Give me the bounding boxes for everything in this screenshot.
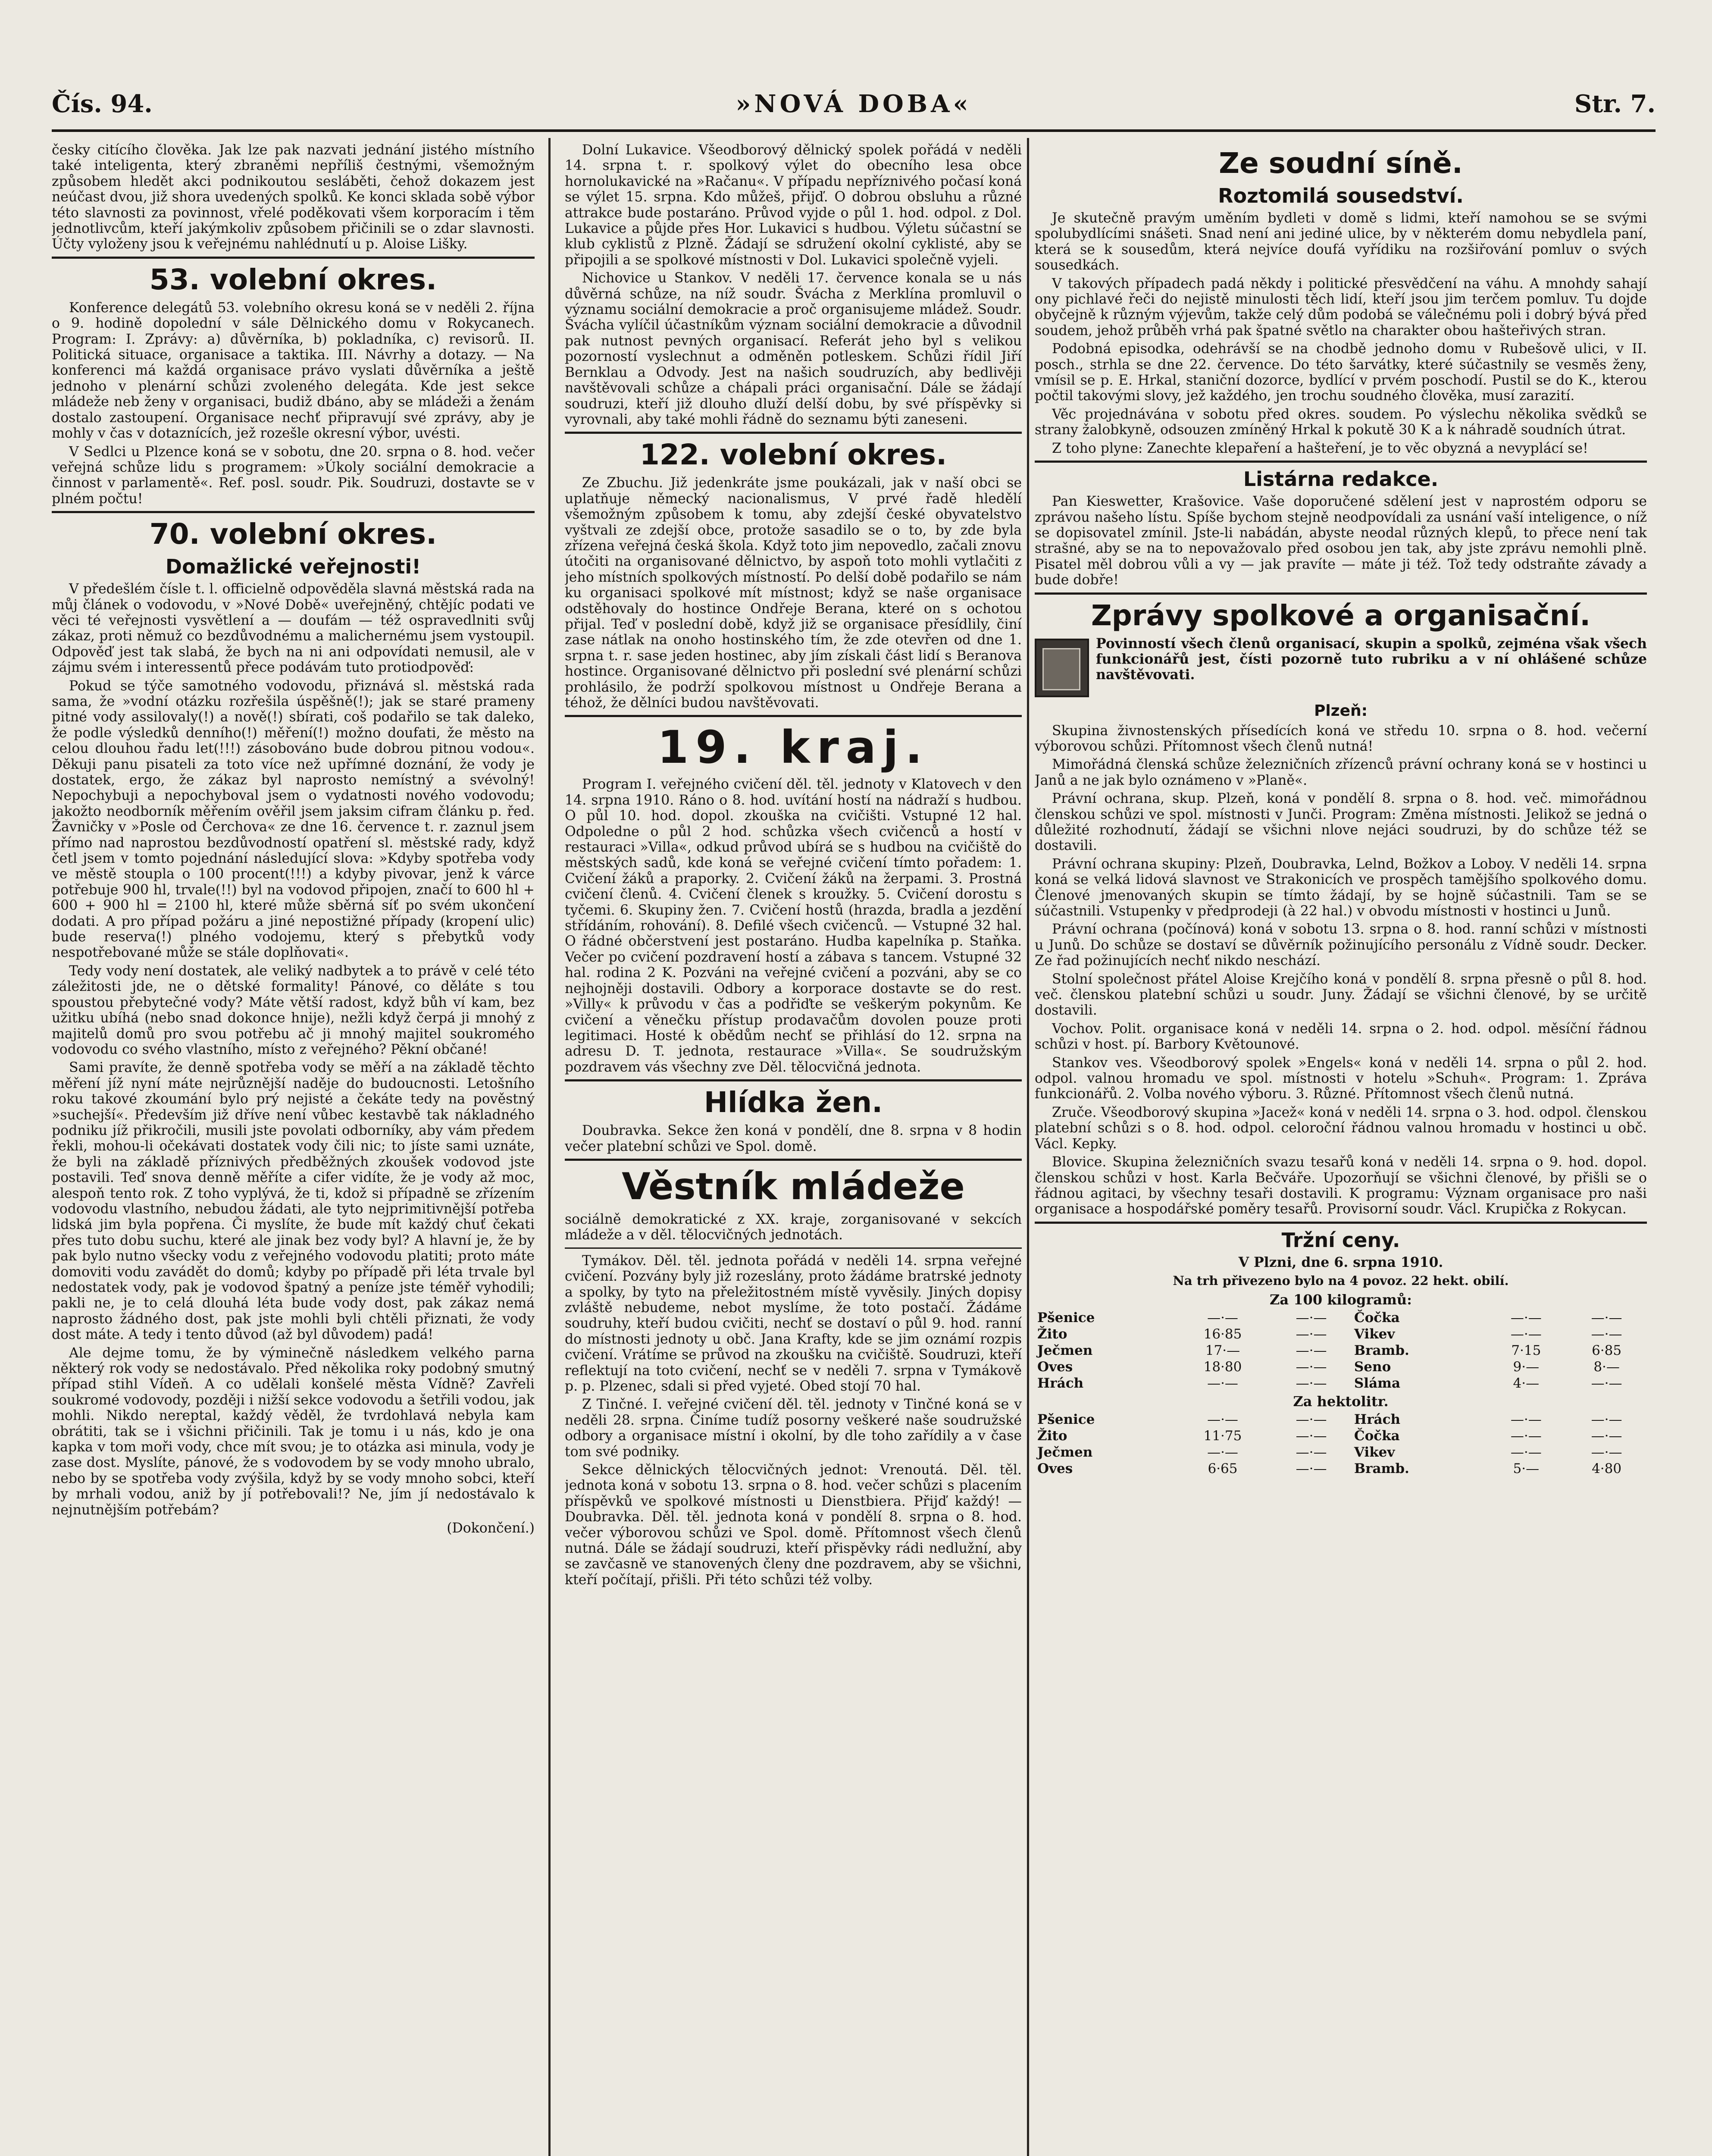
column-1 bbox=[52, 142, 535, 2156]
section-rule bbox=[52, 257, 535, 259]
notice-paragraph: Právní ochrana (počínová) koná v sobotu 13. srpna o 8. hod. ranní schůzi v místnosti u Junů. Do schůze se dostaví se důvěrník požinujícího personálu z Vídně soudr. Decker. Ze řad požinujících nechť nikdo neschází. bbox=[1035, 921, 1647, 969]
price-value: —·— bbox=[1591, 1326, 1622, 1342]
article-paragraph: Ale dejme tomu, že by výminečně následkem velkého parna některý rok vody se nedostávalo. Před několika roky podobný smutný případ stihl Vídeň. A co udělali konšelé města Vídně? Zavřeli soukromé vodovody, později i nižší sekce vodovodu a šetřili vodou, jak mohli. Nikdo nereptal, každý věděl, že tvrdohlavá nebyla kam obrátiti, tak se i všichni přičinili. Tak je tomu i u nás, kdo je ona kapka v tom moři vody, chce mít svou; je to otázka asi minula, vody je zase dost. Myslíte, pánové, že s vodovodem by se vody mnoho ubralo, nebo by se spotřeba vody zvýšila, když by se vody mnoho sobci, kteří by mrhali vodou, aniž by jí potřebovali!? Ne, jím jí nedostávalo k nejnutnějším potřebám? bbox=[52, 1345, 535, 1518]
price-value: 6·85 bbox=[1592, 1342, 1622, 1358]
commodity-name: Žito bbox=[1037, 1326, 1067, 1342]
commodity-name: Oves bbox=[1037, 1460, 1073, 1476]
commodity-name: Bramb. bbox=[1354, 1342, 1409, 1358]
price-value: —·— bbox=[1591, 1428, 1622, 1444]
price-value: 9·— bbox=[1513, 1359, 1540, 1375]
price-row bbox=[1035, 1359, 1647, 1375]
price-table-caption: Za 100 kilogramů: bbox=[1270, 1291, 1412, 1308]
price-value: —·— bbox=[1591, 1310, 1622, 1326]
price-value: —·— bbox=[1591, 1375, 1622, 1391]
section-rule bbox=[1035, 1222, 1647, 1224]
commodity-name: Hrách bbox=[1354, 1411, 1401, 1427]
article-paragraph: Z Tinčné. I. veřejné cvičení děl. těl. jednoty v Tinčné koná se v neděli 28. srpna. Činíme tudíž posorny veškeré naše soudružské odbory a organisace místní i okolní, by dle toho zařídily a v čase tom své podniky. bbox=[565, 1397, 1022, 1460]
price-table-100kg bbox=[1035, 1310, 1647, 1391]
commodity-name: Hrách bbox=[1037, 1375, 1084, 1391]
article-paragraph: Program I. veřejného cvičení děl. těl. jednoty v Klatovech v den 14. srpna 1910. Ráno o 8. hod. uvítání hostí na nádraží s hudbou. O půl 10. hod. dopol. zkouška na cvičišti. Vstupné 12 hal. Odpoledne o půl 2 hod. schůzka všech cvičenců a hostí v restauraci »Villa«, odkud průvod ubírá se s hudbou na cvičiště do městských sadů, kde koná se veřejné cvičení tímto pořadem: 1. Cvičení žáků a praporky. 2. Cvičení žáků na žerpami. 3. Prostná cvičení členů. 4. Cvičení členek s kroužky. 5. Cvičení dorostu s tyčemi. 6. Skupiny žen. 7. Cvičení hostů (hrazda, bradla a jezdění střídáním, rohování). 8. Defilé všech cvičenců. — Vstupné 32 hal. O řádné občerstvení jest postaráno. Hudba kapelníka p. Staňka. Večer po cvičení pozdravení hostí a zábava s tancem. Vstupné 32 hal. rodina 2 K. Pozváni na veřejné cvičení a pozváni, aby se co nejhojněji dostavili. Odbory a korporace dostavte se do rest. »Villy« k průvodu v čas a podřiďte se veškerým pokynům. Ke cvičení a věnečku přístup prodavačům dovolen pouze proti legitimaci. Hosté k obědům nechť se přihlásí do 12. srpna na adresu D. T. jednota, restaurace »Villa«. Se soudružským pozdravem vás všechny zve Děl. tělocvičná jednota. bbox=[565, 777, 1022, 1075]
commodity-name: Seno bbox=[1354, 1359, 1391, 1375]
notice-paragraph: Vochov. Polit. organisace koná v neděli 14. srpna o 2. hod. odpol. měsíční řádnou schůzi v host. pí. Barbory Květounové. bbox=[1035, 1021, 1647, 1053]
article-paragraph: česky citícího člověka. Jak lze pak nazvati jednání jistého místního také inteligenta, který zbraněmi nepříliš čestnými, všemožným způsobem hledět akci podnikoutou sesláběti, čehož dokazem jest neúčast dvou, již shora uvedených spolků. Ke konci sklada sobě výbor této slavnosti za povinnost, vřelé poděkovati všem korporacím i těm jednotlivcům, kteří jakýmkoliv způsobem přičinili se o zdar slavnosti. Účty vyloženy jsou k veřejnému nahlédnutí u p. Aloise Lišky. bbox=[52, 142, 535, 252]
price-row bbox=[1035, 1411, 1647, 1428]
price-row bbox=[1035, 1428, 1647, 1444]
price-value: —·— bbox=[1296, 1326, 1327, 1342]
header-rule bbox=[52, 129, 1656, 132]
column-3 bbox=[1035, 142, 1647, 2156]
commodity-name: Ječmen bbox=[1037, 1342, 1093, 1358]
section-rule bbox=[565, 1159, 1022, 1161]
notice-paragraph: Zruče. Všeodborový skupina »Jacež« koná v neděli 14. srpna o 3. hod. odpol. členskou platební schůzi s o 8. hod. odpol. celoroční řádnou valnou hromadu v hostinci u obč. Václ. Kepky. bbox=[1035, 1104, 1647, 1152]
commodity-name: Vikev bbox=[1354, 1326, 1395, 1342]
notice-paragraph: Právní ochrana, skup. Plzeň, koná v pondělí 8. srpna o 8. hod. več. mimořádnou členskou schůzi ve spol. místnosti v Junči. Program: Změna místnosti. Jelikož se jedná o důležité rozhodnutí, žádají se všichni nlove nejáci soudruzi, by do schůze též se dostavili. bbox=[1035, 791, 1647, 854]
article-paragraph: Tymákov. Děl. těl. jednota pořádá v neděli 14. srpna veřejné cvičení. Pozvány byly již rozeslány, proto žádáme bratrské jednoty a spolky, by tyto na přeležitostném místě vyvěsily. Jiných dopisy zvláště nebudeme, nebot myslíme, že toto postačí. Žádáme soudruhy, kteří budou cvičiti, nechť se dostaví o půl 9. hod. ranní do místnosti jednoty u obč. Jana Krafty, kde se jim oznámí rozpis cvičení. Vrátíme se průvod na zkoušku na cvičiště. Soudruzi, kteří reflektují na toto cvičení, nechť se v neděli 7. srpna v Tymákově p. p. Plzenec, sdali si před vyjeté. Obed stojí 70 hal. bbox=[565, 1253, 1022, 1394]
price-value: —·— bbox=[1207, 1411, 1238, 1427]
section-heading-youth: Věstník mládeže bbox=[622, 1165, 965, 1208]
price-value: —·— bbox=[1591, 1411, 1622, 1427]
notice-paragraph: Skupina živnostenských přísedících koná ve středu 10. srpna o 8. hod. večerní výborovou schůzi. Přítomnost všech členů nutná! bbox=[1035, 723, 1647, 754]
market-date: V Plzni, dne 6. srpna 1910. bbox=[1238, 1254, 1443, 1270]
price-value: —·— bbox=[1510, 1444, 1542, 1460]
price-value: —·— bbox=[1296, 1411, 1327, 1427]
price-row bbox=[1035, 1460, 1647, 1477]
article-paragraph: Nichovice u Stankov. V neděli 17. července konala se u nás důvěrná schůze, na níž soudr. Švácha z Merklína promluvil o významu sociální demokracie a proč organisujeme mládež. Soudr. Švácha vylíčil účastníkům význam sociální demokracie a důvodnil pak nutnost pevných organisací. Referát jeho byl s velikou pozorností vyslechnut a odměněn potleskem. Schůzi řídil Jiří Bernklau a Odvody. Jest na našich soudruzích, aby bedlivěji navštěvovali schůze a chápali práci organisační. Dále se žádají soudruzi, kteří již dlouho dluží delší dobu, by své příspěvky si vyrovnali, aby také mohli řádně do seznamu býti zaneseni. bbox=[565, 270, 1022, 427]
commodity-name: Bramb. bbox=[1354, 1460, 1409, 1476]
section-heading-association-news: Zprávy spolkové a organisační. bbox=[1091, 599, 1591, 632]
article-paragraph: V takových případech padá někdy i politické přesvědčení na váhu. A mnohdy sahají ony pichlavé řeči do nejistě minulosti těch lidí, kteří jsou jim terčem pomluv. Tu dojde obyčejně k různým výjevům, takže celý dům podobá se válečnému poli i dobrý bývá před soudem, jehož průběh vrhá pak špatné světlo na charakter obou hašteřivých stran. bbox=[1035, 276, 1647, 338]
article-paragraph: Podobná episodka, odehrávší se na chodbě jednoho domu v Rubešově ulici, v II. posch., strhla se dne 22. července. Do této šarvátky, které súčastnily se vesměs ženy, vmísil se p. E. Hrkal, staniční dozorce, bydlící v prvém poschodí. Pustil se do K., kterou počtil takovými slovy, jež každého, jen trochu soudného člověka, musí zarazití. bbox=[1035, 341, 1647, 404]
commodity-name: Ječmen bbox=[1037, 1444, 1093, 1460]
notice-paragraph: Mimořádná členská schůze železničních zřízenců právní ochrany koná se v hostinci u Janů a ne jak bylo oznámeno v »Planě«. bbox=[1035, 757, 1647, 788]
price-row bbox=[1035, 1310, 1647, 1326]
section-rule bbox=[565, 715, 1022, 717]
price-value: 4·80 bbox=[1592, 1460, 1622, 1476]
article-paragraph: Tedy vody není dostatek, ale veliký nadbytek a to právě v celé této záležitosti jde, ne o dětské formality! Pánové, co děláte s tou spoustou přebytečné vody? Máte větší radost, když bůh ví kam, bez užitku ubíhá (nebo snad dokonce hnije), nežli když čerpá ji mnohý z majitelů domů pro svou potřebu ač ji mnohý majitel soukromého vodovodu co svého vlastního, místo z veřejného? Pěkní občané! bbox=[52, 963, 535, 1057]
notice-paragraph: Stolní společnost přátel Aloise Krejčího koná v pondělí 8. srpna přesně o půl 8. hod. več. členskou platební schůzi u soudr. Juny. Žádají se všichni členové, by se určitě dostavili. bbox=[1035, 971, 1647, 1018]
article-paragraph: Doubravka. Sekce žen koná v pondělí, dne 8. srpna v 8 hodin večer platební schůzi ve Spol. domě. bbox=[565, 1123, 1022, 1154]
issue-number: Čís. 94. bbox=[52, 90, 153, 118]
article-paragraph: Z toho plyne: Zanechte klepaření a hašteření, je to věc obyzná a nevyplácí se! bbox=[1052, 440, 1588, 456]
price-value: 4·— bbox=[1513, 1375, 1540, 1391]
price-value: —·— bbox=[1207, 1444, 1238, 1460]
article-paragraph: V předešlém čísle t. l. officielně odpověděla slavná městská rada na můj článek o vodovodu, v »Nové Době« uveřejněný, chtějíc podati ve věci té veřejnosti vysvětlení a — doufám — též ospravedlniti svůj zákaz, proti němuž co bezdůvodnému a malichernému jsem vystoupil. Odpověď jest tak slabá, že bych na ni ani odpovídati nemusil, ale v zájmu svém i interessentů přece podávám tuto protiodpověď: bbox=[52, 581, 535, 676]
market-note: Na trh přivezeno bylo na 4 povoz. 22 hekt. obilí. bbox=[1173, 1273, 1509, 1288]
article-paragraph: Dolní Lukavice. Všeodborový dělnický spolek pořádá v neděli 14. srpna t. r. spolkový výlet do obecního lesa obce hornolukavické na »Račanu«. V případu nepříznivého počasí koná se výlet 15. srpna. Kdo můžeš, přijď. O dobrou obsluhu a různé attrakce bude postaráno. Průvod vyjde o půl 1. hod. odpol. z Dol. Lukavice a půjde přes Hor. Lukavici s hudbou. Výletu súčastní se klub cyklistů z Plzně. Žádají se sdružení okolní cyklisté, aby se připojili a se spolkové místnosti v Dol. Lukavici společně vyjeli. bbox=[565, 142, 1022, 268]
price-row bbox=[1035, 1375, 1647, 1391]
price-value: —·— bbox=[1296, 1359, 1327, 1375]
continuation-note: (Dokončení.) bbox=[447, 1520, 535, 1536]
price-value: —·— bbox=[1591, 1444, 1622, 1460]
price-value: —·— bbox=[1296, 1342, 1327, 1358]
commodity-name: Oves bbox=[1037, 1359, 1073, 1375]
price-value: —·— bbox=[1296, 1375, 1327, 1391]
notice-paragraph: Blovice. Skupina železničních svazu tesařů koná v neděli 14. srpna o 9. hod. dopol. členskou schůzi v host. Karla Bečváře. Upozorňují se všichni členové, by přišli se o řádnou agitaci, by všechny tesaři dostavili. K programu: Význam organisace pro naši organisace a hospodářské poměry tesařů. Provisorní soudr. Václ. Krupička z Rokycan. bbox=[1035, 1154, 1647, 1217]
price-row bbox=[1035, 1444, 1647, 1460]
section-heading-53: 53. volební okres. bbox=[149, 263, 437, 296]
price-value: 17·— bbox=[1205, 1342, 1240, 1358]
section-rule bbox=[1035, 592, 1647, 595]
section-rule bbox=[565, 432, 1022, 434]
price-value: 6·65 bbox=[1208, 1460, 1238, 1476]
section-heading-70: 70. volební okres. bbox=[149, 517, 437, 551]
article-paragraph: Věc projednávána v sobotu před okres. soudem. Po výslechu několika svědků se strany žalobkyně, odsouzen zmíněný Hrkal k pokutě 30 K a k náhradě soudních útrat. bbox=[1035, 406, 1647, 438]
price-value: 5·— bbox=[1513, 1460, 1540, 1476]
section-rule bbox=[52, 511, 535, 513]
section-heading-editorial: Listárna redakce. bbox=[1243, 467, 1439, 491]
price-value: 11·75 bbox=[1203, 1428, 1242, 1444]
price-value: 8·— bbox=[1593, 1359, 1620, 1375]
price-value: —·— bbox=[1510, 1310, 1542, 1326]
commodity-name: Čočka bbox=[1354, 1428, 1400, 1444]
article-paragraph: sociálně demokratické z XX. kraje, zorganisované v sekcích mládeže a v děl. tělocvičných jednotách. bbox=[565, 1211, 1022, 1243]
section-heading-122: 122. volební okres. bbox=[639, 438, 947, 472]
notice-paragraph: Stankov ves. Všeodborový spolek »Engels« koná v neděli 14. srpna o půl 2. hod. odpol. valnou hromadu ve spol. místnosti v hotelu »Schuh«. Program: 1. Zpráva funkcionářů. 2. Volba nového výboru. 3. Různé. Přítomnost všech členů nutná. bbox=[1035, 1055, 1647, 1102]
article-subheading: Roztomilá sousedství. bbox=[1218, 184, 1464, 207]
article-paragraph: Sami pravíte, že denně spotřeba vody se měří a na základě těchto měření jíž nyní máte nejrůznější naděje do budoucnosti. Letošního roku takové zkoumání bylo prý nejisté a čekáte tedy na pověstný »suchejší«. Především již dříve není vůbec kestavbě tak nákladného podniku jíž přikročili, musili jste povolati odborníky, aby vám předem řekli, mohou-li očekávati dostatek vody čili nic; to jíste sami uznáte, že byli na základě příznivých předběžných zkoušek vodovod jste postavili. Teď snova denně měříte a cifer vidíte, že je vody až moc, alespoň tento rok. Z toho vyplývá, že ti, kdož si případně se zřízením vodovodu vlastního, nebudou žádati, ale tyto nejprimitivnější potřeba lidská jim byla popřena. Či myslíte, že bude mít každý chuť čekati přes tuto dobu suchu, které ale jinak bez vody byl? A hlavní je, že by pak bylo nutno všecky vodu z veřejného vodovodu platiti; proto máte domoviti vodu zavádět do domů; kdyby po případě při léta trvale byl nedostatek vody, pak je vodovod špatný a peníze jste téměř vyhodili; pakli ne, je to celá dlouhá léta bude vody dost, pak zákaz nemá naprosto žádného dost, pak jste mohli byli chtěli přiznati, že vody dost máte. A tedy i tento důvod (až byl důvodem) padá! bbox=[52, 1060, 535, 1343]
price-table-hectolitre bbox=[1035, 1411, 1647, 1477]
price-value: 16·85 bbox=[1203, 1326, 1242, 1342]
commodity-name: Čočka bbox=[1354, 1310, 1400, 1326]
page-number: Str. 7. bbox=[1574, 90, 1656, 118]
price-value: —·— bbox=[1510, 1411, 1542, 1427]
emblem-icon bbox=[1035, 639, 1089, 697]
commodity-name: Žito bbox=[1037, 1428, 1067, 1444]
article-paragraph: V Sedlci u Plzence koná se v sobotu, dne 20. srpna o 8. hod. večer veřejná schůze lidu s programem: »Úkoly sociální demokracie a činnost v parlamentě«. Ref. posl. soudr. Pik. Soudruzi, dostavte se v plném počtu! bbox=[52, 444, 535, 507]
price-value: 7·15 bbox=[1511, 1342, 1541, 1358]
commodity-name: Sláma bbox=[1354, 1375, 1401, 1391]
commodity-name: Pšenice bbox=[1037, 1310, 1095, 1326]
newspaper-title: »NOVÁ DOBA« bbox=[736, 90, 972, 118]
price-value: —·— bbox=[1296, 1428, 1327, 1444]
commodity-name: Vikev bbox=[1354, 1444, 1395, 1460]
column-divider bbox=[1027, 138, 1029, 2156]
price-value: —·— bbox=[1207, 1375, 1238, 1391]
price-row bbox=[1035, 1342, 1647, 1359]
article-paragraph: Konference delegátů 53. volebního okresu koná se v neděli 2. října o 9. hodině dopolední v sále Dělnického domu v Rokycanech. Program: I. Zprávy: a) důvěrníka, b) pokladníka, c) revisorů. II. Politická situace, organisace a taktika. III. Návrhy a dotazy. — Na konferenci má každá organisace právo vyslati důvěrníka a ještě jednoho v plenární schůzi zvoleného delegáta. Kde jest sekce mládeže neb ženy v organisaci, budiž dbáno, aby se mládeži a ženám dostalo zastoupení. Organisace nechť připravují své zprávy, aby je mohly v čas v dotaznících, jež rozešle okresní výbor, uvésti. bbox=[52, 300, 535, 442]
price-value: —·— bbox=[1510, 1326, 1542, 1342]
price-value: —·— bbox=[1207, 1310, 1238, 1326]
article-paragraph: Pan Kieswetter, Krašovice. Vaše doporučené sdělení jest v naprostém odporu se zprávou našeho lístu. Spíše bychom stejně neodpovídali za usnání vaší inteligence, o níž se dopisovatel zmínil. Jste-li nabádán, abyste neodal různých klepů, to přece není tak strašné, aby se na to nepovažovalo před osobou jen tak, aby jste zprávu nemohli plně. Pisatel měl dobrou vůli a vy — jak pravíte — máte ji též. Tož tedy odstraňte závady a bude dobře! bbox=[1035, 494, 1647, 588]
section-heading-court: Ze soudní síně. bbox=[1219, 147, 1463, 180]
section-rule bbox=[565, 1247, 1022, 1249]
section-heading-market-prices: Tržní ceny. bbox=[1281, 1228, 1400, 1252]
article-paragraph: Je skutečně pravým uměním bydleti v domě s lidmi, kteří namohou se se svými spolubydlícími snášeti. Snad není ani jediné ulice, by v některém domu nebydlela paní, která se k sousedům, která nejvíce doufá vyřídiku na rozšiřování pomluv o svých sousedkách. bbox=[1035, 210, 1647, 273]
commodity-name: Pšenice bbox=[1037, 1411, 1095, 1427]
section-heading-19-kraj: 19. kraj. bbox=[657, 721, 930, 774]
article-paragraph: Sekce dělnických tělocvičných jednot: Vrenoutá. Děl. těl. jednota koná v sobotu 13. srpna o 8. hod. večer schůzi s placením příspěvků ve spolkové místnosti u Dienstbiera. Přijď každý! — Doubravka. Děl. těl. jednota koná v pondělí 8. srpna o 8. hod. večer výborovou schůzi ve Spol. domě. Přítomnost všech členů nutná. Dále se žádají soudruzi, kteří přispěvky rádi nedlužní, aby se zavčasně ve stanovených členy dne pozdravem, aby se všichni, kteří počítají, přišli. Při této schůzi též volby. bbox=[565, 1462, 1022, 1588]
section-rule bbox=[1035, 461, 1647, 463]
article-paragraph: Pokud se týče samotného vodovodu, přiznává sl. městská rada sama, že »vodní otázku rozřešila úspěšně(!); jak se staré prameny pitné vody assilovaly(!) a nově(!) sbírati, coš podařilo se tak daleko, že podle výsledků denního(!) měření(!) možno doufati, že město na celou dlouhou řadu let(!!!) zásobováno bude dobrou pitnou vodou«. Děkuji panu pisateli za toto více než upřímné doznání, že vody je dostatek, ergo, že zákaz byl naprosto nemístný a svévolný! Nepochybuji a nepochyboval jsem o vydatnosti nového vodovodu; jakožto neodborník měřením ověřil jsem jaksim cifram článku p. řed. Žavničky v »Posle od Čerchova« ze dne 16. července t. r. zaznul jsem přímo nad naprostou bezdůvodností opatření sl. městské rady, když četl jsem v tomto pojednání následující slova: »Kdyby spotřeba vody ve městě stoupla o 100 procent(!!!) a kdyby pivovar, jenž k várce potřebuje 900 hl, trvale(!!) byl na vodovod připojen, značí to 600 hl + 600 + 900 hl = 2100 hl, které může sběrná síť po svém ukončení dodati. A pro případ požáru a jiné nepostižné případy (kropení ulic) bude reserva(!) plného vodojemu, který s přebytků vody nespotřebované může se stále doplňovati«. bbox=[52, 678, 535, 961]
article-subheading: Domažlické veřejnosti! bbox=[165, 555, 421, 579]
article-paragraph: Povinností všech členů organisací, skupin a spolků, zejména však všech funkcionářů jest, čísti pozorně tuto rubriku a v ní ohlášené schůze navštěvovati. bbox=[1096, 635, 1647, 683]
price-value: —·— bbox=[1510, 1428, 1542, 1444]
section-rule bbox=[565, 1079, 1022, 1081]
price-value: —·— bbox=[1296, 1310, 1327, 1326]
price-value: 18·80 bbox=[1203, 1359, 1242, 1375]
price-table-caption: Za hektolitr. bbox=[1293, 1393, 1389, 1410]
price-value: —·— bbox=[1296, 1444, 1327, 1460]
column-2 bbox=[565, 142, 1022, 2156]
notice-paragraph: Právní ochrana skupiny: Plzeň, Doubravka, Lelnd, Božkov a Loboy. V neděli 14. srpna koná se velká lidová slavnost ve Strakonicích ve prospěch tamějšího spolkového domu. Členové jmenovaných skupin se tímto žádají, by se hojně súčastnili. Tam se se súčastnili. Vstupenky v předprodeji (à 22 hal.) v obvodu místnosti v hostinci u Junů. bbox=[1035, 856, 1647, 919]
city-subheading: Plzeň: bbox=[1314, 702, 1368, 720]
price-value: —·— bbox=[1296, 1460, 1327, 1476]
column-divider bbox=[548, 138, 551, 2156]
section-heading-women: Hlídka žen. bbox=[704, 1086, 883, 1119]
article-paragraph: Ze Zbuchu. Již jedenkráte jsme poukázali, jak v naší obci se uplatňuje německý nacionalismus, V prvé řadě hledělí všemožným způsobem k tomu, aby zdejší české obyvatelstvo vyštvali ze zdejší obce, protože sasadilo se o to, by zde byla zřízena veřejná česká škola. Když toto jim nepovedlo, začali znovu útočiti na organisované dělnictvo, by aspoň toto mohli vytlačiti z jeho místních spolkových místností. Po delší době podařilo se nám ku organisaci spolkové mít místnost; když se naše organisace odstěhovaly do hostince Ondřeje Berana, které on s ochotou přijal. Teď v poslední době, když již se organisace přesídlily, činí zase nátlak na onoho hostinského tím, že zde otevřen od dne 1. srpna t. r. sase jeden hostinec, aby jím získali část lidí s Beranova hostince. Organisované dělnictvo při poslední své plenární schůzi prohlásilo, že podrží spolkovou místnost u Ondřeje Berana a téhož, že dělníci budou navštěvovati. bbox=[565, 475, 1022, 711]
price-row bbox=[1035, 1326, 1647, 1342]
